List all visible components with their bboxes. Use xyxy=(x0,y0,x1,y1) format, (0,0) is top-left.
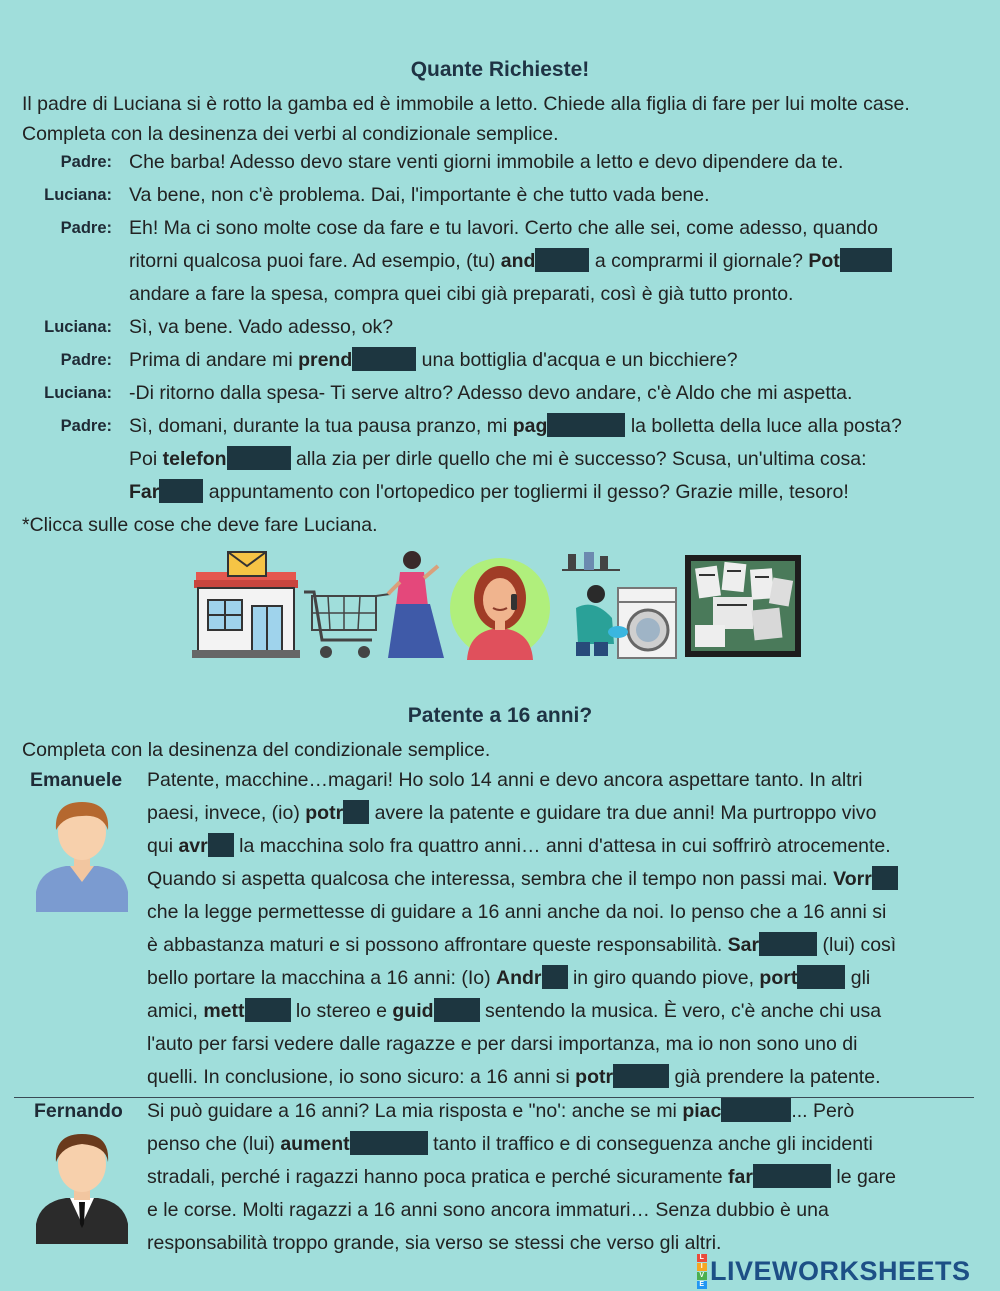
speaker-padre: Padre: xyxy=(60,153,112,171)
essay-line: responsabilità troppo grande, sia verso se stessi che verso gli altri. xyxy=(147,1232,722,1254)
dialog-line: Poi telefon alla zia per dirle quello che mi è successo? Scusa, un'ultima cosa: xyxy=(129,448,867,470)
answer-blank[interactable] xyxy=(759,932,817,956)
man-avatar-icon xyxy=(36,1128,128,1244)
speaker-luciana: Luciana: xyxy=(44,384,112,402)
essay-line: amici, mett lo stereo e guid sentendo la musica. È vero, c'è anche chi usa xyxy=(147,1000,882,1022)
dialog-line: Che barba! Adesso devo stare venti giorni immobile a letto e devo dipendere da te. xyxy=(129,151,844,173)
essay-line: quelli. In conclusione, io sono sicuro: a 16 anni si potr già prendere la patente. xyxy=(147,1066,881,1088)
essay-line: che la legge permettesse di guidare a 16 anni anche da noi. Io penso che a 16 anni si xyxy=(147,901,887,923)
dialog-line: Va bene, non c'è problema. Dai, l'importante è che tutto vada bene. xyxy=(129,184,710,206)
section1-title: Quante Richieste! xyxy=(410,58,590,81)
newspaper-icon[interactable] xyxy=(683,549,807,661)
dialog-line: Eh! Ma ci sono molte cose da fare e tu lavori. Certo che alle sei, come adesso, quando xyxy=(129,217,878,239)
answer-blank[interactable] xyxy=(535,248,589,272)
essay-line: paesi, invece, (io) potr avere la patente e guidare tra due anni! Ma purtroppo vivo xyxy=(147,802,877,824)
speaker-padre: Padre: xyxy=(60,417,112,435)
section1-intro: Il padre di Luciana si è rotto la gamba ed è immobile a letto. Chiede alla figlia di fare per lui molte case. Completa con la desinenza dei verbi al condizionale semplice. xyxy=(22,93,910,145)
dialog-line: Sì, domani, durante la tua pausa pranzo, mi pag la bolletta della luce alla posta? xyxy=(129,415,902,437)
speaker-luciana: Luciana: xyxy=(44,318,112,336)
section2-intro: Completa con la desinenza del condizionale semplice. xyxy=(22,739,491,761)
essay-line: e le corse. Molti ragazzi a 16 anni sono ancora immaturi… Senza dubbio è una xyxy=(147,1199,829,1221)
essay-line: Si può guidare a 16 anni? La mia risposta e "no': anche se mi piac ... Però xyxy=(147,1100,855,1122)
answer-blank[interactable] xyxy=(343,800,369,824)
answer-blank[interactable] xyxy=(245,998,291,1022)
dialog-line: Sì, va bene. Vado adesso, ok? xyxy=(129,316,394,338)
laundry-icon[interactable] xyxy=(554,548,680,660)
answer-blank[interactable] xyxy=(208,833,234,857)
answer-blank[interactable] xyxy=(352,347,416,371)
section2-title: Patente a 16 anni? xyxy=(407,704,593,727)
essay-line: qui avr la macchina solo fra quattro anni… anni d'attesa in cui soffrirò atrocemente. xyxy=(147,835,891,857)
essay-line: è abbastanza maturi e si possono affrontare queste responsabilità. Sar (lui) così xyxy=(147,934,897,956)
answer-blank[interactable] xyxy=(542,965,568,989)
shopping-cart-woman-icon[interactable] xyxy=(302,548,448,662)
speaker-fernando: Fernando xyxy=(34,1100,123,1122)
phone-call-woman-icon[interactable] xyxy=(449,552,551,660)
essay-line: stradali, perché i ragazzi hanno poca pratica e perché sicuramente far le gare xyxy=(147,1166,896,1188)
logo-text: LIVEWORKSHEETS xyxy=(710,1255,971,1286)
boy-avatar-icon xyxy=(36,798,128,912)
liveworksheets-logo xyxy=(697,1255,971,1287)
answer-blank[interactable] xyxy=(613,1064,669,1088)
answer-blank[interactable] xyxy=(872,866,898,890)
essay-line: bello portare la macchina a 16 anni: (Io) Andr in giro quando piove, port gli xyxy=(147,967,871,989)
essay-line: Patente, macchine…magari! Ho solo 14 anni e devo ancora aspettare tanto. In altri xyxy=(147,769,863,791)
essay-line: l'auto per farsi vedere dalle ragazze e per darsi importanza, ma io non sono uno di xyxy=(147,1033,858,1055)
dialog-line: -Di ritorno dalla spesa- Ti serve altro? Adesso devo andare, c'è Aldo che mi aspetta. xyxy=(129,382,853,404)
answer-blank[interactable] xyxy=(227,446,291,470)
answer-blank[interactable] xyxy=(753,1164,831,1188)
speaker-emanuele: Emanuele xyxy=(30,769,123,791)
dialog-line: Far appuntamento con l'ortopedico per togliermi il gesso? Grazie mille, tesoro! xyxy=(129,481,849,503)
essay-line: penso che (lui) aument tanto il traffico e di conseguenza anche gli incidenti xyxy=(147,1133,873,1155)
logo-badge-icon: L I V E xyxy=(697,1254,707,1289)
dialog-line: ritorni qualcosa puoi fare. Ad esempio, (tu) and a comprarmi il giornale? Pot xyxy=(129,247,892,275)
answer-blank[interactable] xyxy=(840,248,892,272)
speaker-padre: Padre: xyxy=(60,219,112,237)
answer-blank[interactable] xyxy=(159,479,203,503)
essay-line: Quando si aspetta qualcosa che interessa, sembra che il tempo non passi mai. Vorr xyxy=(147,865,898,893)
dialog-line: Prima di andare mi prend una bottiglia d'acqua e un bicchiere? xyxy=(129,349,738,371)
answer-blank[interactable] xyxy=(721,1098,791,1122)
answer-blank[interactable] xyxy=(547,413,625,437)
answer-blank[interactable] xyxy=(797,965,845,989)
post-office-icon[interactable] xyxy=(190,550,302,662)
speaker-padre: Padre: xyxy=(60,351,112,369)
answer-blank[interactable] xyxy=(350,1131,428,1155)
answer-blank[interactable] xyxy=(434,998,480,1022)
instruction-note: *Clicca sulle cose che deve fare Luciana. xyxy=(22,514,378,536)
speaker-luciana: Luciana: xyxy=(44,186,112,204)
dialog-line: andare a fare la spesa, compra quei cibi già preparati, così è già tutto pronto. xyxy=(129,283,794,305)
